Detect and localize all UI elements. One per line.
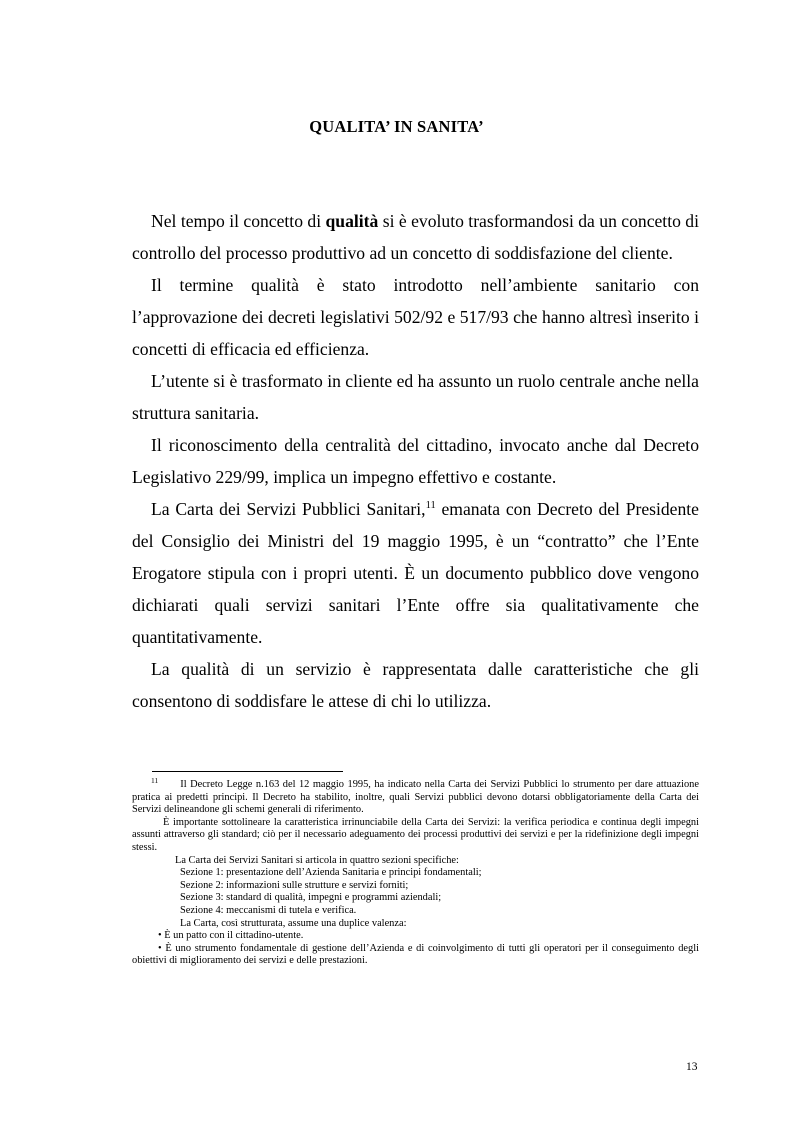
footnote-bullet-2: • È uno strumento fondamentale di gestione dell’Azienda e di coinvolgimento di tutti gli operatori per il conseguimento degli obiettivi di miglioramento dei servizi e delle prestazioni. [132, 942, 699, 967]
paragraph-5 [132, 493, 699, 653]
footnote-block [132, 775, 699, 968]
footnote-number: 11 [151, 775, 159, 785]
paragraph-1 [132, 205, 699, 269]
footnote-section-2: Sezione 2: informazioni sulle strutture e servizi forniti; [180, 879, 409, 891]
quality-term: qualità [325, 211, 379, 231]
footnote-intro [132, 775, 699, 817]
paragraph-5-text-end: emanata con Decreto del Presidente del Consiglio dei Ministri del 19 maggio 1995, è un “contratto” che l’Ente Erogatore stipula con i propri utenti. È un documento pubblico dove vengono dichiarati quali servizi sanitari l’Ente offre sia qualitativamente che quantitativamente. [132, 499, 699, 647]
page-title: QUALITA’ IN SANITA’ [309, 117, 484, 136]
body-text [132, 205, 699, 717]
paragraph-2: Il termine qualità è stato introdotto nell’ambiente sanitario con l’approvazione dei decreti legislativi 502/92 e 517/93 che hanno altresì inserito i concetti di efficacia ed efficienza. [132, 275, 699, 359]
footnote-section-4: Sezione 4: meccanismi di tutela e verifica. [180, 904, 357, 916]
paragraph-5-text-start: La Carta dei Servizi Pubblici Sanitari, [151, 499, 426, 519]
paragraph-3: L’utente si è trasformato in cliente ed ha assunto un ruolo centrale anche nella struttura sanitaria. [132, 371, 699, 423]
footnote-bullet-1: • È un patto con il cittadino-utente. [158, 930, 304, 942]
footnote-intro-text: Il Decreto Legge n.163 del 12 maggio 1995, ha indicato nella Carta dei Servizi Pubblici lo strumento per dare attuazione pratica ai predetti principi. Il Decreto ha stabilito, inoltre, quali Servizi pubblici devono dotarsi obbligatoriamente della Carta dei Servizi delineandone gli schemi generali di riferimento. [132, 779, 699, 816]
footnote-valence: La Carta, così strutturata, assume una duplice valenza: [180, 917, 407, 929]
page-number: 13 [686, 1061, 698, 1073]
footnote-sections-intro: La Carta dei Servizi Sanitari si articola in quattro sezioni specifiche: [175, 854, 459, 866]
footnote-importance: È importante sottolineare la caratteristica irrinunciabile della Carta dei Servizi: la verifica periodica e continua degli impegni assunti attraverso gli standard; ciò per il necessario adeguamento dei processi produttivi dei servizi e per la ridefinizione degli impegni stessi. [132, 816, 699, 853]
paragraph-4: Il riconoscimento della centralità del cittadino, invocato anche dal Decreto Legislativo 229/99, implica un impegno effettivo e costante. [132, 435, 699, 487]
footnote-section-1: Sezione 1: presentazione dell’Azienda Sanitaria e principi fondamentali; [180, 867, 482, 879]
footnote-reference[interactable]: 11 [425, 500, 436, 512]
footnote-section-3: Sezione 3: standard di qualità, impegni e programmi aziendali; [180, 892, 442, 904]
paragraph-1-text-start: Nel tempo il concetto di [151, 211, 326, 231]
footnote-separator [152, 771, 343, 772]
paragraph-1-text-end: si è evoluto trasformandosi da un concetto di controllo del processo produttivo ad un concetto di soddisfazione del cliente. [132, 211, 699, 263]
paragraph-6: La qualità di un servizio è rappresentata dalle caratteristiche che gli consentono di soddisfare le attese di chi lo utilizza. [132, 659, 699, 711]
